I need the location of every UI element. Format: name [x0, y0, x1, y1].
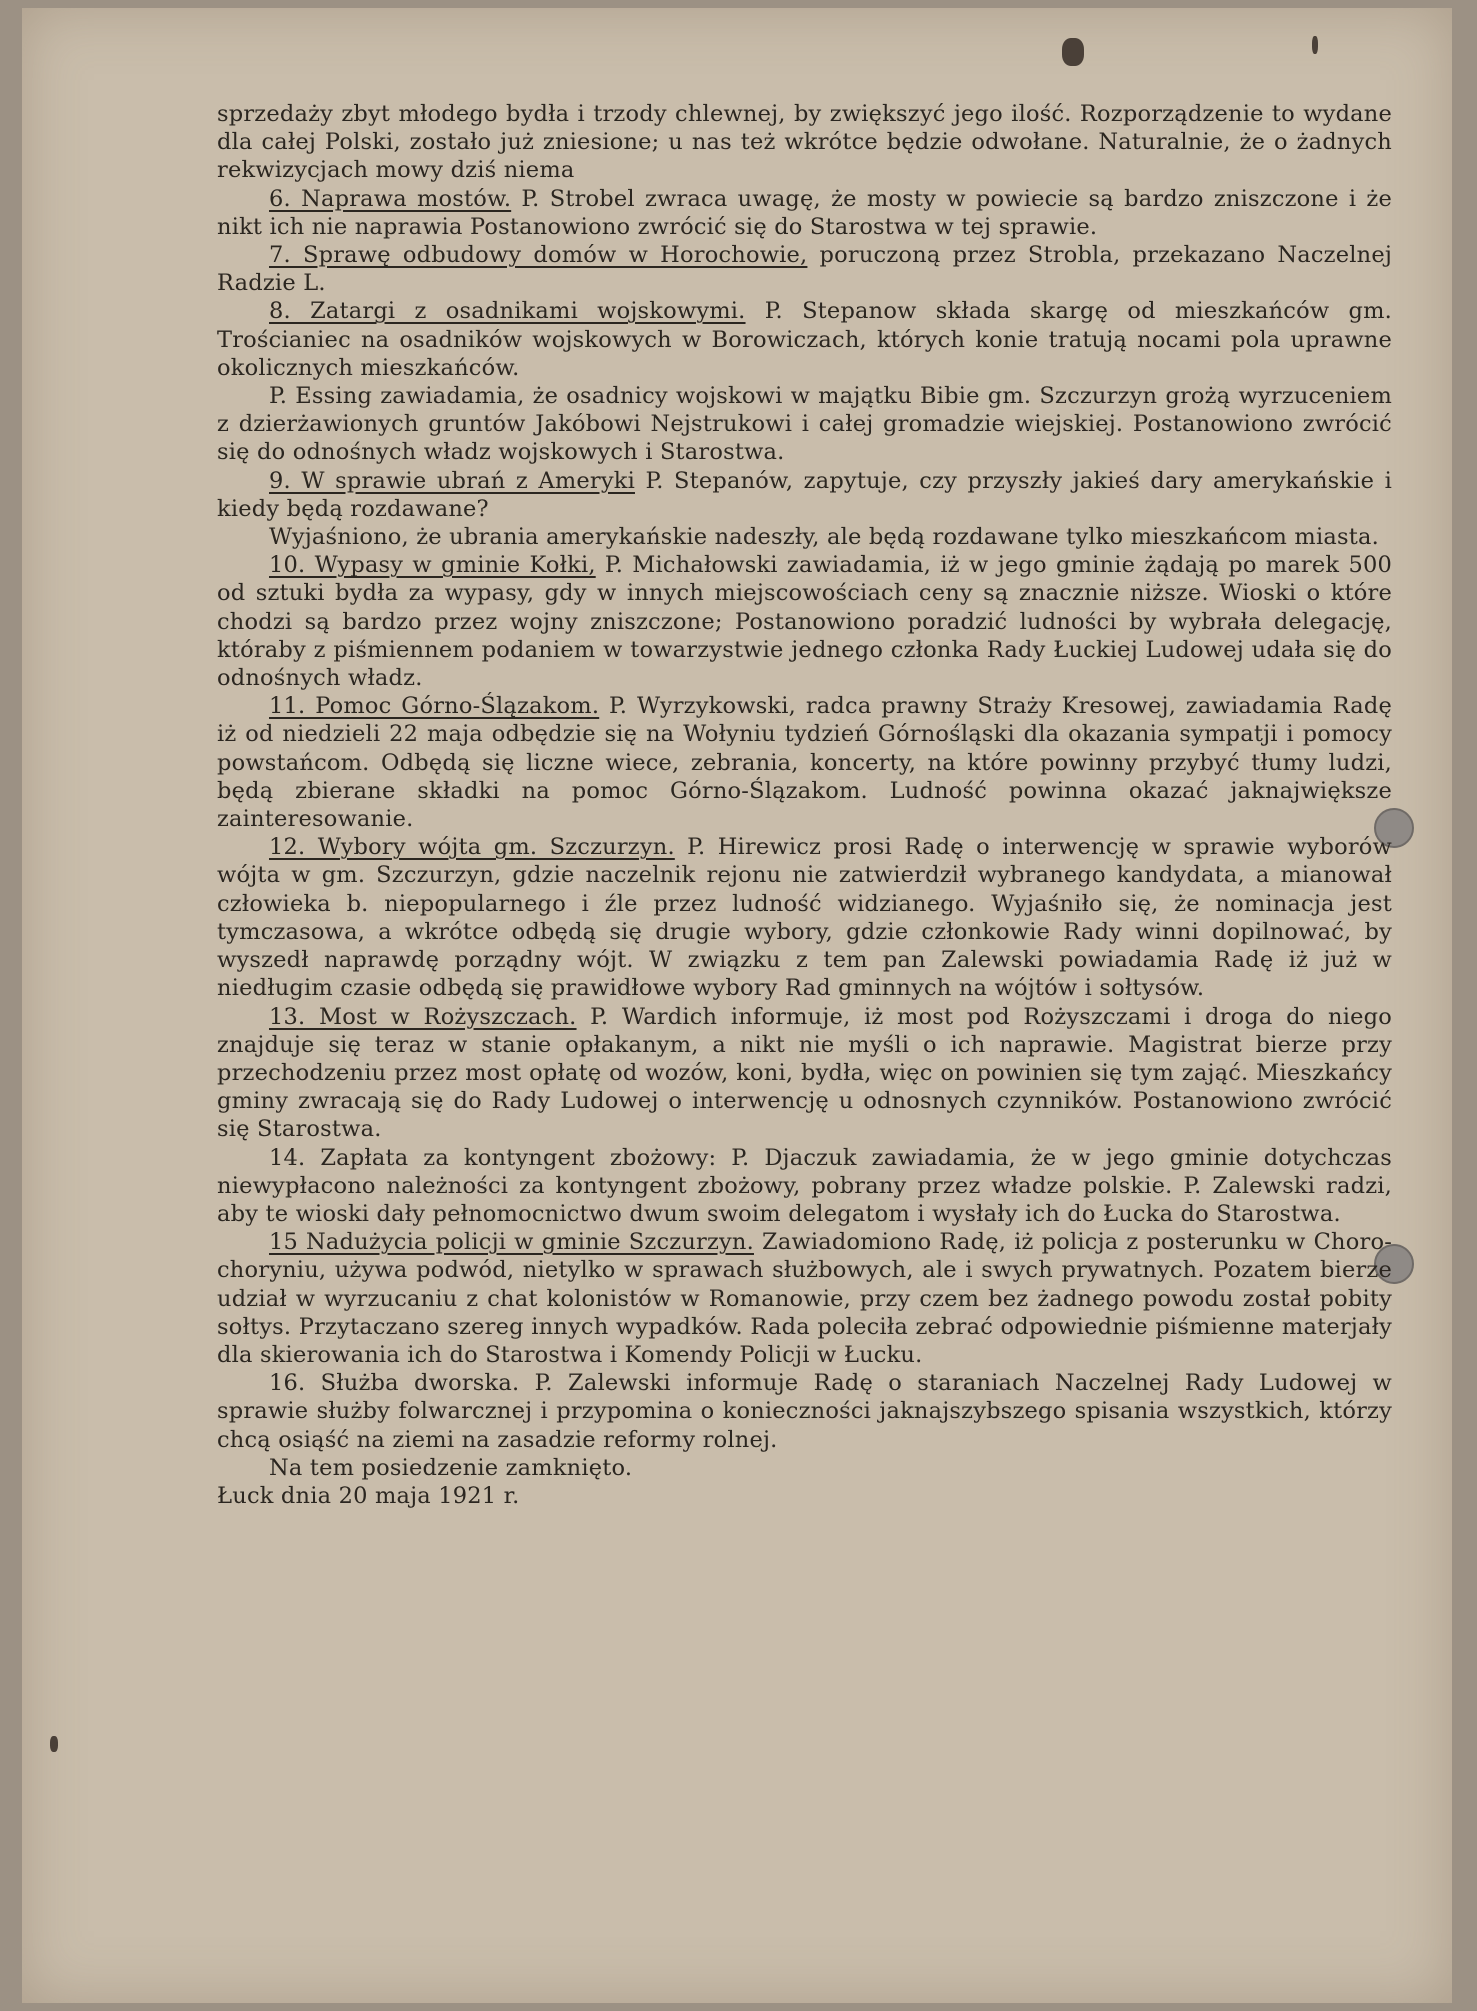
paragraph — [217, 692, 1392, 833]
section-heading: 15 Nadużycia policji w gminie Szczurzyn. — [269, 1229, 754, 1256]
section-heading: 12. Wybory wójta gm. Szczurzyn. — [269, 834, 675, 861]
document-body — [217, 100, 1392, 1510]
paragraph-text: P. Wyrzykowski, radca prawny Straży Kresowej, zawiadamia Radę iż od niedzieli 22 maja odbędzie się na Wołyniu tydzień Górnośląski dla okazania sympatji i pomocy powstańcom. Odbędą się liczne wiece, zebrania, koncerty, na które powinny przybyć tłumy ludzi, będą zbierane składki na pomoc Górno-Ślązakom. Ludność powinna okazać jaknajwiększe zainteresowanie. — [217, 693, 1392, 833]
paragraph — [217, 241, 1392, 297]
paragraph-text: P. Essing zawiadamia, że osadnicy wojskowi w majątku Bibie gm. Szczurzyn grożą wyrzuceniem z dzierżawionych gruntów Jakóbowi Nejstrukowi i całej gromadzie wiejskiej. Postanowiono zwrócić się do odnośnych władz wojskowych i Starostwa. — [217, 383, 1392, 466]
ink-stain — [1312, 36, 1318, 54]
paragraph — [217, 551, 1392, 692]
paragraph-text: 14. Zapłata za kontyngent zbożowy: P. Djaczuk zawiadamia, że w jego gminie dotychczas niewypłacono należności za kontyngent zbożowy, pobrany przez władze polskie. P. Zalewski radzi, aby te wioski dały pełnomocnictwo dwum swoim delegatom i wysłały ich do Łucka do Starostwa. — [217, 1144, 1392, 1227]
paragraph-text: P. Strobel zwraca uwagę, że mosty w powiecie są bardzo zniszczone i że nikt ich nie naprawia Postanowiono zwrócić się do Starostwa w tej sprawie. — [217, 185, 1392, 240]
paragraph-text: P. Stepanow składa skargę od mieszkańców gm. Trościaniec na osadników wojskowych w Borowiczach, których konie tratują nocami pola uprawne okolicznych mieszkańców. — [217, 298, 1392, 381]
section-heading: 6. Naprawa mostów. — [269, 185, 512, 212]
paragraph — [217, 523, 1392, 551]
section-heading: 8. Zatargi z osadnikami wojskowymi. — [269, 298, 746, 325]
paragraph-text: Zawiadomiono Radę, iż policja z posterunku w Choro-choryniu, używa podwód, nietylko w sprawach służbowych, ale i swych prywatnych. Pozatem bierze udział w wyrzucaniu z chat kolonistów w Romanowie, przy czem bez żadnego powodu został pobity sołtys. Przytaczano szereg innych wypadków. Rada poleciła zebrać odpowiednie piśmienne materjały dla skierowania ich do Starostwa i Komendy Policji w Łucku. — [217, 1229, 1393, 1368]
paragraph — [217, 467, 1392, 523]
paragraph-text: P. Wardich informuje, iż most pod Rożyszczami i droga do niego znajduje się teraz w stanie opłakanym, a nikt nie myśli o ich naprawie. Magistrat bierze przy przechodzeniu przez most opłatę od wozów, koni, bydła, więc on powinien się tym zająć. Mieszkańcy gminy zwracają się do Rady Ludowej o interwencję u odnosnych czynników. Postanowiono zwrócić się Starostwa. — [217, 1003, 1392, 1143]
paragraph-text: P. Stepanów, zapytuje, czy przyszły jakieś dary amerykańskie i kiedy będą rozdawane? — [217, 467, 1392, 522]
paragraph — [217, 1454, 1392, 1482]
date-signature-line: Łuck dnia 20 maja 1921 r. — [217, 1482, 520, 1509]
section-heading: 11. Pomoc Górno-Ślązakom. — [269, 693, 600, 720]
paragraph — [217, 382, 1392, 467]
paragraph-text: poruczoną przez Strobla, przekazano Naczelnej Radzie L. — [217, 242, 1393, 297]
paragraph — [217, 1228, 1392, 1369]
section-heading: 9. W sprawie ubrań z Ameryki — [269, 467, 635, 494]
paragraph — [217, 1144, 1392, 1229]
section-heading: 13. Most w Rożyszczach. — [269, 1003, 577, 1030]
paragraph — [217, 185, 1392, 241]
paragraph-text: sprzedaży zbyt młodego bydła i trzody chlewnej, by zwiększyć jego ilość. Rozporządzenie to wydane dla całej Polski, zostało już zniesione; u nas też wkrótce będzie odwołane. Naturalnie, że o żadnych rekwizycjach mowy dziś niema — [217, 101, 1392, 184]
paragraph-text: 16. Służba dworska. P. Zalewski informuje Radę o staraniach Naczelnej Rady Ludowej w sprawie służby folwarcznej i przypomina o konieczności jaknajszybszego spisania wszystkich, którzy chcą osiąść na ziemi na zasadzie reformy rolnej. — [217, 1370, 1392, 1453]
paragraph-text: Na tem posiedzenie zamknięto. — [269, 1454, 633, 1481]
paragraph — [217, 1369, 1392, 1454]
document-page — [22, 8, 1452, 2003]
paragraph-text: P. Hirewicz prosi Radę o interwencję w sprawie wyborów wójta w gm. Szczurzyn, gdzie naczelnik rejonu nie zatwierdził wybranego kandydata, a mianował człowieka b. niepopularnego i źle przez ludność widzianego. Wyjaśniło się, że nominacja jest tymczasowa, a wkrótce odbędą się drugie wybory, gdzie członkowie Rady winni dopilnować, by wyszedł naprawdę porządny wójt. W związku z tem pan Zalewski powiadamia Radę iż już w niedługim czasie odbędą się prawidłowe wybory Rad gminnych na wójtów i sołtysów. — [217, 834, 1392, 1002]
paragraph-text: P. Michałowski zawiadamia, iż w jego gminie żądają po marek 500 od sztuki bydła za wypasy, gdy w innych miejscowościach ceny są znacznie niższe. Wioski o które chodzi są bardzo przez wojny zniszczone; Postanowiono poradzić ludności by wybrała delegację, któraby z piśmiennem podaniem w towarzystwie jednego członka Rady Łuckiej Ludowej udała się do odnośnych władz. — [217, 552, 1393, 692]
paragraph-text: Wyjaśniono, że ubrania amerykańskie nadeszły, ale będą rozdawane tylko mieszkańcom miasta. — [269, 524, 1379, 551]
paragraph — [217, 833, 1392, 1002]
paragraph — [217, 100, 1392, 185]
paragraph — [217, 297, 1392, 382]
section-heading: 7. Sprawę odbudowy domów w Horochowie, — [269, 242, 808, 269]
ink-stain — [1062, 38, 1084, 66]
section-heading: 10. Wypasy w gminie Kołki, — [269, 552, 596, 579]
ink-stain — [50, 1736, 58, 1752]
paragraph — [217, 1003, 1392, 1144]
